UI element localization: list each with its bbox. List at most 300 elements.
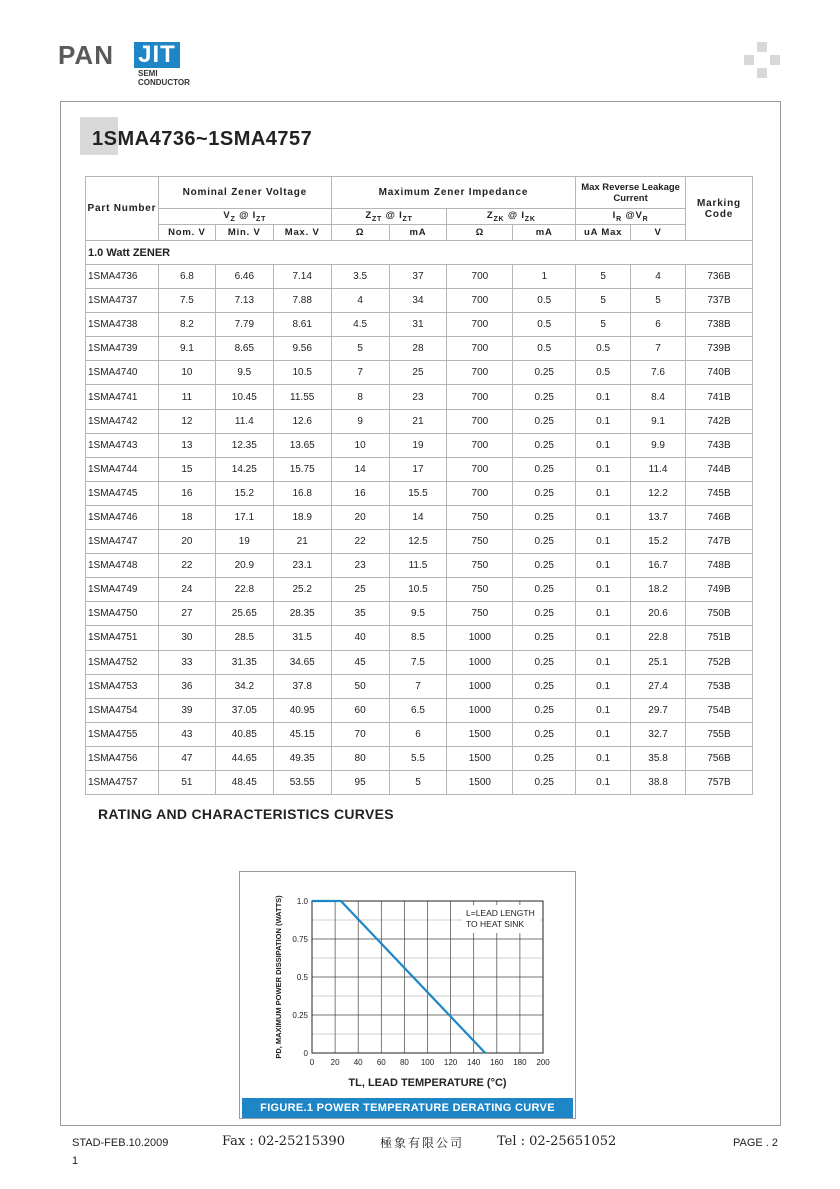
table-cell: 13 <box>158 433 215 457</box>
table-row <box>86 361 753 385</box>
table-cell: 14 <box>389 505 447 529</box>
table-cell: 7 <box>331 361 389 385</box>
footer-tel: Tel : 02-25651052 <box>497 1134 617 1149</box>
logo-subtitle <box>138 69 190 87</box>
table-cell: 0.1 <box>576 481 631 505</box>
table-cell: 1500 <box>447 770 513 794</box>
table-cell: 1 <box>513 265 576 289</box>
table-cell: 0.25 <box>513 626 576 650</box>
table-row <box>86 746 753 770</box>
table-cell: 6.46 <box>215 265 273 289</box>
part-number-cell: 1SMA4740 <box>86 361 159 385</box>
table-cell: 5.5 <box>389 746 447 770</box>
table-row <box>86 698 753 722</box>
table-cell: 8.61 <box>273 313 331 337</box>
table-cell: 60 <box>331 698 389 722</box>
table-cell: 47 <box>158 746 215 770</box>
marking-code-cell: 753B <box>685 674 752 698</box>
marking-code-cell: 739B <box>685 337 752 361</box>
table-cell: 9 <box>331 409 389 433</box>
table-cell: 7.6 <box>631 361 686 385</box>
table-cell: 35 <box>331 602 389 626</box>
table-cell: 20 <box>331 505 389 529</box>
table-cell: 7.88 <box>273 289 331 313</box>
table-cell: 25.1 <box>631 650 686 674</box>
table-cell: 53.55 <box>273 770 331 794</box>
table-cell: 8.5 <box>389 626 447 650</box>
footer-page: PAGE . 2 <box>733 1137 779 1149</box>
header-min-v: Min. V <box>215 225 273 241</box>
part-number-cell: 1SMA4754 <box>86 698 159 722</box>
marking-code-cell: 750B <box>685 602 752 626</box>
table-cell: 21 <box>273 530 331 554</box>
table-cell: 0.25 <box>513 385 576 409</box>
marking-code-cell: 737B <box>685 289 752 313</box>
header-ohm-zzt: Ω <box>331 225 389 241</box>
table-cell: 0.25 <box>513 481 576 505</box>
table-cell: 9.1 <box>631 409 686 433</box>
table-cell: 700 <box>447 457 513 481</box>
table-cell: 700 <box>447 289 513 313</box>
x-tick-label: 0 <box>309 1058 315 1067</box>
table-cell: 44.65 <box>215 746 273 770</box>
marking-code-cell: 752B <box>685 650 752 674</box>
marking-code-cell: 742B <box>685 409 752 433</box>
table-cell: 7.5 <box>158 289 215 313</box>
table-cell: 16 <box>331 481 389 505</box>
part-number-cell: 1SMA4748 <box>86 554 159 578</box>
table-cell: 21 <box>389 409 447 433</box>
x-tick-label: 160 <box>490 1058 504 1067</box>
table-cell: 0.25 <box>513 722 576 746</box>
table-cell: 29.7 <box>631 698 686 722</box>
y-tick-label: 0.25 <box>292 1011 308 1020</box>
table-cell: 700 <box>447 265 513 289</box>
table-cell: 0.1 <box>576 433 631 457</box>
table-cell: 0.1 <box>576 650 631 674</box>
y-tick-label: 1.0 <box>296 897 308 906</box>
table-cell: 31 <box>389 313 447 337</box>
table-cell: 0.1 <box>576 626 631 650</box>
table-cell: 5 <box>576 289 631 313</box>
table-cell: 8.65 <box>215 337 273 361</box>
table-cell: 11.4 <box>215 409 273 433</box>
table-row <box>86 481 753 505</box>
table-cell: 0.1 <box>576 770 631 794</box>
table-cell: 23 <box>389 385 447 409</box>
table-cell: 20.6 <box>631 602 686 626</box>
table-cell: 0.1 <box>576 674 631 698</box>
table-cell: 10.5 <box>273 361 331 385</box>
part-number-cell: 1SMA4739 <box>86 337 159 361</box>
logo-box: JIT <box>134 42 180 68</box>
marking-code-cell: 754B <box>685 698 752 722</box>
part-number-cell: 1SMA4755 <box>86 722 159 746</box>
table-cell: 22 <box>331 530 389 554</box>
electrical-characteristics-table <box>85 176 753 795</box>
table-cell: 32.7 <box>631 722 686 746</box>
table-cell: 0.25 <box>513 361 576 385</box>
table-row <box>86 626 753 650</box>
table-cell: 8.2 <box>158 313 215 337</box>
header-zzk-at-izk: $Z_{ZK}$ @ $I_{ZK}$ <box>447 209 576 225</box>
curves-heading: RATING AND CHARACTERISTICS CURVES <box>98 806 394 822</box>
y-tick-label: 0 <box>303 1049 308 1058</box>
table-cell: 16 <box>158 481 215 505</box>
marking-code-cell: 745B <box>685 481 752 505</box>
table-cell: 0.25 <box>513 674 576 698</box>
table-cell: 0.1 <box>576 722 631 746</box>
table-cell: 5 <box>576 265 631 289</box>
table-cell: 25 <box>389 361 447 385</box>
table-cell: 31.35 <box>215 650 273 674</box>
table-cell: 9.5 <box>389 602 447 626</box>
table-cell: 7.13 <box>215 289 273 313</box>
table-cell: 45 <box>331 650 389 674</box>
footer-page-number: 1 <box>72 1155 79 1167</box>
table-row <box>86 650 753 674</box>
table-cell: 13.65 <box>273 433 331 457</box>
table-cell: 23.1 <box>273 554 331 578</box>
table-cell: 40.95 <box>273 698 331 722</box>
group-label: 1.0 Watt ZENER <box>86 241 753 265</box>
table-cell: 700 <box>447 313 513 337</box>
header-max-reverse-leakage: Max Reverse Leakage Current <box>576 177 686 209</box>
header-nom-v: Nom. V <box>158 225 215 241</box>
table-cell: 0.1 <box>576 385 631 409</box>
x-tick-label: 40 <box>353 1058 363 1067</box>
part-number-cell: 1SMA4737 <box>86 289 159 313</box>
table-cell: 750 <box>447 505 513 529</box>
table-cell: 1500 <box>447 722 513 746</box>
table-cell: 6.5 <box>389 698 447 722</box>
table-cell: 37.8 <box>273 674 331 698</box>
table-cell: 0.1 <box>576 505 631 529</box>
part-number-cell: 1SMA4742 <box>86 409 159 433</box>
table-cell: 7.79 <box>215 313 273 337</box>
table-cell: 1000 <box>447 626 513 650</box>
table-cell: 31.5 <box>273 626 331 650</box>
header-marking-code: Marking Code <box>685 177 752 241</box>
table-cell: 10.5 <box>389 578 447 602</box>
table-cell: 12.35 <box>215 433 273 457</box>
table-cell: 36 <box>158 674 215 698</box>
table-cell: 33 <box>158 650 215 674</box>
marking-code-cell: 749B <box>685 578 752 602</box>
chart-annotation-line-2: TO HEAT SINK <box>466 919 525 929</box>
table-cell: 28.5 <box>215 626 273 650</box>
table-cell: 0.1 <box>576 457 631 481</box>
table-cell: 700 <box>447 433 513 457</box>
table-cell: 6 <box>631 313 686 337</box>
table-cell: 9.9 <box>631 433 686 457</box>
table-cell: 750 <box>447 602 513 626</box>
table-row <box>86 409 753 433</box>
table-row <box>86 505 753 529</box>
part-number-cell: 1SMA4756 <box>86 746 159 770</box>
table-cell: 20.9 <box>215 554 273 578</box>
table-cell: 23 <box>331 554 389 578</box>
table-cell: 25 <box>331 578 389 602</box>
table-cell: 700 <box>447 385 513 409</box>
marking-code-cell: 744B <box>685 457 752 481</box>
table-cell: 48.45 <box>215 770 273 794</box>
table-cell: 9.56 <box>273 337 331 361</box>
header-max-v: Max. V <box>273 225 331 241</box>
x-axis-label: TL, LEAD TEMPERATURE (°C) <box>348 1077 507 1089</box>
table-row <box>86 457 753 481</box>
table-cell: 14.25 <box>215 457 273 481</box>
table-cell: 0.5 <box>513 289 576 313</box>
table-cell: 35.8 <box>631 746 686 770</box>
table-cell: 12.2 <box>631 481 686 505</box>
table-cell: 3.5 <box>331 265 389 289</box>
table-row <box>86 385 753 409</box>
table-cell: 30 <box>158 626 215 650</box>
table-cell: 7 <box>631 337 686 361</box>
table-cell: 7.5 <box>389 650 447 674</box>
table-cell: 16.8 <box>273 481 331 505</box>
y-tick-label: 0.75 <box>292 935 308 944</box>
table-cell: 0.25 <box>513 554 576 578</box>
table-cell: 750 <box>447 530 513 554</box>
table-cell: 95 <box>331 770 389 794</box>
part-number-cell: 1SMA4753 <box>86 674 159 698</box>
header-max-zener-impedance: Maximum Zener Impedance <box>331 177 576 209</box>
table-row <box>86 433 753 457</box>
x-tick-label: 120 <box>443 1058 458 1067</box>
table-cell: 38.8 <box>631 770 686 794</box>
table-cell: 19 <box>215 530 273 554</box>
table-cell: 17.1 <box>215 505 273 529</box>
part-number-cell: 1SMA4752 <box>86 650 159 674</box>
table-cell: 0.25 <box>513 409 576 433</box>
table-row <box>86 722 753 746</box>
footer-doc-code: STAD-FEB.10.2009 <box>72 1137 169 1149</box>
table-cell: 17 <box>389 457 447 481</box>
table-cell: 15.75 <box>273 457 331 481</box>
header-part-number: Part Number <box>86 177 159 241</box>
table-cell: 0.25 <box>513 433 576 457</box>
marking-code-cell: 740B <box>685 361 752 385</box>
decorative-squares-icon <box>744 42 780 78</box>
table-cell: 7.14 <box>273 265 331 289</box>
table-cell: 45.15 <box>273 722 331 746</box>
table-row <box>86 265 753 289</box>
logo-sub-line-1: SEMI <box>138 69 158 78</box>
table-cell: 4 <box>631 265 686 289</box>
header-vz-at-izt: $V_Z$ @ $I_{ZT}$ <box>158 209 331 225</box>
table-cell: 18.2 <box>631 578 686 602</box>
logo-sub-line-2: CONDUCTOR <box>138 78 190 87</box>
table-cell: 7 <box>389 674 447 698</box>
table-cell: 9.1 <box>158 337 215 361</box>
table-cell: 0.25 <box>513 578 576 602</box>
x-tick-label: 140 <box>467 1058 481 1067</box>
document-title: 1SMA4736~1SMA4757 <box>92 128 313 150</box>
table-cell: 5 <box>331 337 389 361</box>
table-cell: 15.5 <box>389 481 447 505</box>
table-cell: 11.4 <box>631 457 686 481</box>
table-cell: 80 <box>331 746 389 770</box>
table-cell: 0.1 <box>576 602 631 626</box>
table-cell: 50 <box>331 674 389 698</box>
table-cell: 11 <box>158 385 215 409</box>
table-cell: 0.25 <box>513 457 576 481</box>
marking-code-cell: 738B <box>685 313 752 337</box>
derating-chart <box>240 872 575 1098</box>
table-cell: 24 <box>158 578 215 602</box>
table-cell: 0.1 <box>576 746 631 770</box>
table-cell: 0.5 <box>576 337 631 361</box>
marking-code-cell: 751B <box>685 626 752 650</box>
table-cell: 0.25 <box>513 698 576 722</box>
table-cell: 10 <box>158 361 215 385</box>
table-cell: 0.25 <box>513 746 576 770</box>
table-cell: 10.45 <box>215 385 273 409</box>
table-cell: 6.8 <box>158 265 215 289</box>
marking-code-cell: 747B <box>685 530 752 554</box>
table-cell: 34.2 <box>215 674 273 698</box>
part-number-cell: 1SMA4747 <box>86 530 159 554</box>
part-number-cell: 1SMA4736 <box>86 265 159 289</box>
table-cell: 0.25 <box>513 530 576 554</box>
figure-caption: FIGURE.1 POWER TEMPERATURE DERATING CURVE <box>242 1098 573 1118</box>
y-tick-label: 0.5 <box>296 973 308 982</box>
table-cell: 10 <box>331 433 389 457</box>
table-cell: 25.2 <box>273 578 331 602</box>
table-cell: 25.65 <box>215 602 273 626</box>
table-cell: 11.55 <box>273 385 331 409</box>
part-number-cell: 1SMA4741 <box>86 385 159 409</box>
table-row <box>86 289 753 313</box>
header-ua-max: uA Max <box>576 225 631 241</box>
table-row <box>86 337 753 361</box>
table-row <box>86 770 753 794</box>
table-cell: 700 <box>447 481 513 505</box>
table-row <box>86 674 753 698</box>
table-cell: 15.2 <box>631 530 686 554</box>
table-cell: 0.25 <box>513 650 576 674</box>
marking-code-cell: 741B <box>685 385 752 409</box>
part-number-cell: 1SMA4745 <box>86 481 159 505</box>
table-row <box>86 602 753 626</box>
marking-code-cell: 756B <box>685 746 752 770</box>
company-logo <box>58 40 188 88</box>
table-cell: 0.1 <box>576 409 631 433</box>
table-cell: 28.35 <box>273 602 331 626</box>
table-row <box>86 554 753 578</box>
table-cell: 1000 <box>447 650 513 674</box>
table-cell: 22 <box>158 554 215 578</box>
table-cell: 49.35 <box>273 746 331 770</box>
chart-annotation-line-1: L=LEAD LENGTH <box>466 908 535 918</box>
table-cell: 22.8 <box>631 626 686 650</box>
footer-company-name: 極象有限公司 <box>380 1136 465 1150</box>
table-cell: 5 <box>389 770 447 794</box>
part-number-cell: 1SMA4751 <box>86 626 159 650</box>
table-cell: 37.05 <box>215 698 273 722</box>
table-cell: 18.9 <box>273 505 331 529</box>
table-cell: 6 <box>389 722 447 746</box>
table-cell: 39 <box>158 698 215 722</box>
x-tick-label: 20 <box>330 1058 340 1067</box>
part-number-cell: 1SMA4757 <box>86 770 159 794</box>
table-cell: 13.7 <box>631 505 686 529</box>
table-cell: 34.65 <box>273 650 331 674</box>
y-axis-label: PD, MAXIMUM POWER DISSIPATION (WATTS) <box>274 895 283 1059</box>
table-cell: 70 <box>331 722 389 746</box>
table-row <box>86 313 753 337</box>
header-ma-izk: mA <box>513 225 576 241</box>
table-cell: 16.7 <box>631 554 686 578</box>
table-cell: 700 <box>447 409 513 433</box>
header-ohm-zzk: Ω <box>447 225 513 241</box>
table-cell: 0.1 <box>576 578 631 602</box>
table-cell: 4 <box>331 289 389 313</box>
marking-code-cell: 757B <box>685 770 752 794</box>
table-cell: 4.5 <box>331 313 389 337</box>
x-tick-label: 80 <box>399 1058 409 1067</box>
table-cell: 0.5 <box>513 313 576 337</box>
table-cell: 0.25 <box>513 505 576 529</box>
table-cell: 0.5 <box>576 361 631 385</box>
header-nominal-zener-voltage: Nominal Zener Voltage <box>158 177 331 209</box>
table-cell: 5 <box>576 313 631 337</box>
table-row <box>86 530 753 554</box>
table-cell: 1000 <box>447 674 513 698</box>
table-cell: 1000 <box>447 698 513 722</box>
table-cell: 0.25 <box>513 602 576 626</box>
part-number-cell: 1SMA4743 <box>86 433 159 457</box>
table-cell: 22.8 <box>215 578 273 602</box>
marking-code-cell: 748B <box>685 554 752 578</box>
derating-curve-figure <box>239 871 576 1119</box>
x-tick-label: 60 <box>376 1058 386 1067</box>
marking-code-cell: 736B <box>685 265 752 289</box>
table-cell: 700 <box>447 361 513 385</box>
table-cell: 27.4 <box>631 674 686 698</box>
table-cell: 5 <box>631 289 686 313</box>
table-cell: 8.4 <box>631 385 686 409</box>
header-ma-izt: mA <box>389 225 447 241</box>
table-cell: 0.1 <box>576 530 631 554</box>
table-cell: 0.5 <box>513 337 576 361</box>
table-cell: 12 <box>158 409 215 433</box>
table-cell: 28 <box>389 337 447 361</box>
part-number-cell: 1SMA4744 <box>86 457 159 481</box>
table-cell: 34 <box>389 289 447 313</box>
table-cell: 15.2 <box>215 481 273 505</box>
table-cell: 40 <box>331 626 389 650</box>
table-cell: 1500 <box>447 746 513 770</box>
x-tick-label: 100 <box>420 1058 435 1067</box>
part-number-cell: 1SMA4746 <box>86 505 159 529</box>
header-zzt-at-izt: $Z_{ZT}$ @ $I_{ZT}$ <box>331 209 447 225</box>
table-cell: 14 <box>331 457 389 481</box>
table-cell: 750 <box>447 554 513 578</box>
table-cell: 43 <box>158 722 215 746</box>
table-cell: 750 <box>447 578 513 602</box>
part-number-cell: 1SMA4749 <box>86 578 159 602</box>
x-tick-label: 180 <box>513 1058 527 1067</box>
table-cell: 0.1 <box>576 698 631 722</box>
table-cell: 27 <box>158 602 215 626</box>
marking-code-cell: 755B <box>685 722 752 746</box>
table-cell: 37 <box>389 265 447 289</box>
x-tick-label: 200 <box>536 1058 550 1067</box>
logo-text: PAN <box>58 40 114 70</box>
